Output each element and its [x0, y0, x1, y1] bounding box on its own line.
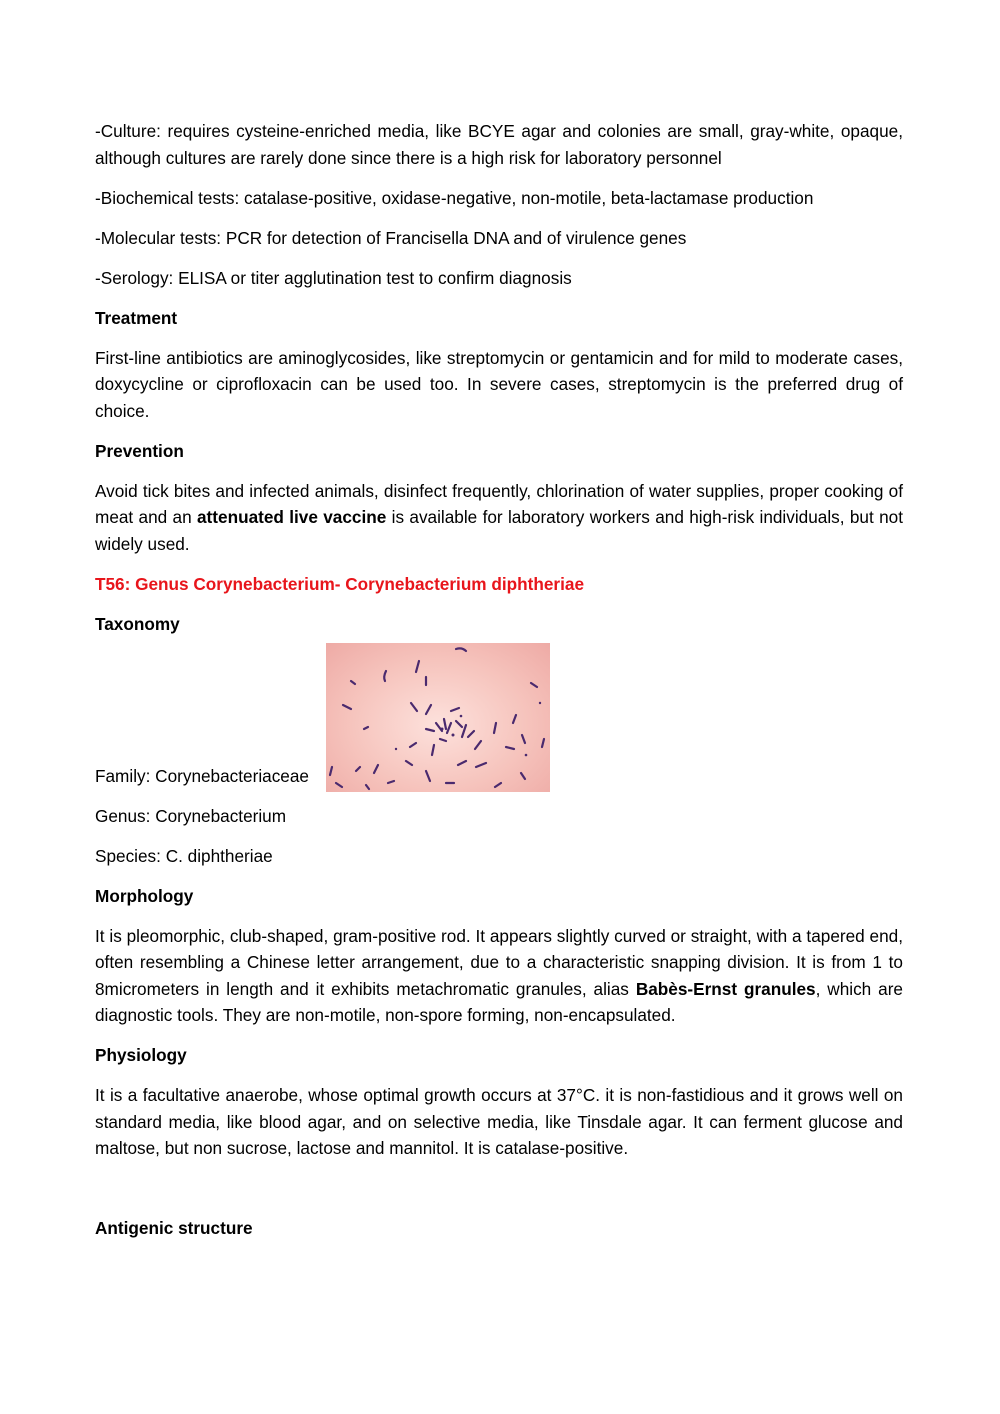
- physiology-heading: Physiology: [95, 1045, 187, 1065]
- prevention-heading: Prevention: [95, 440, 184, 461]
- biochemical-paragraph: -Biochemical tests: catalase-positive, oxidase-negative, non-motile, beta-lactamase production: [95, 187, 814, 208]
- culture-paragraph: -Culture: requires cysteine-enriched media, like BCYE agar and colonies are small, gray-white, opaque, although cultures are rarely done since there is a high risk for laboratory personnel: [95, 121, 903, 168]
- taxonomy-family-row: [95, 637, 903, 789]
- micrograph-bacteria: [326, 643, 550, 792]
- prevention-text-1: Avoid tick bites and infected animals, disinfect frequently, chlorination of water supplies, proper cooking of meat and an: [95, 480, 903, 527]
- morphology-bold: Babès-Ernst granules: [635, 978, 816, 999]
- document-page: [95, 118, 903, 1255]
- section-title: T56: Genus Corynebacterium- Corynebacterium diphtheriae: [95, 573, 585, 594]
- taxonomy-species: Species: C. diphtheriae: [95, 845, 273, 866]
- prevention-text-2: is available for laboratory workers and high-risk individuals, but not widely used.: [95, 507, 903, 554]
- morphology-text-2: , which are diagnostic tools. They are non-motile, non-spore forming, non-encapsulated.: [95, 978, 903, 1025]
- taxonomy-genus: Genus: Corynebacterium: [95, 805, 287, 826]
- treatment-paragraph: First-line antibiotics are aminoglycosides, like streptomycin or gentamicin and for mild to moderate cases, doxycycline or ciprofloxacin can be used too. In severe cases, streptomycin is the preferred drug of choice.: [95, 347, 903, 421]
- antigenic-heading: Antigenic structure: [95, 1218, 253, 1238]
- morphology-paragraph: [95, 923, 903, 1029]
- blank-line: [95, 1175, 903, 1215]
- micrograph-image: [326, 643, 550, 792]
- taxonomy-heading: Taxonomy: [95, 613, 180, 634]
- physiology-paragraph: It is a facultative anaerobe, whose optimal growth occurs at 37°C. it is non-fastidious and it grows well on standard media, like blood agar, and on selective media, like Tinsdale agar. It can ferment glucose and maltose, but non sucrose, lactose and mannitol. It is catalase-positive.: [95, 1085, 903, 1158]
- morphology-text-1: It is pleomorphic, club-shaped, gram-positive rod. It appears slightly curved or straight, with a tapered end, often resembling a Chinese letter arrangement, due to a characteristic snapping division. It is from 1 to 8micrometers in length and it exhibits metachromatic granules, alias: [95, 925, 903, 999]
- morphology-heading: Morphology: [95, 885, 194, 906]
- prevention-paragraph: [95, 478, 903, 558]
- taxonomy-family: Family: Corynebacteriaceae: [95, 765, 309, 786]
- prevention-bold: attenuated live vaccine: [197, 507, 387, 527]
- serology-paragraph: -Serology: ELISA or titer agglutination test to confirm diagnosis: [95, 267, 572, 288]
- molecular-paragraph: -Molecular tests: PCR for detection of Francisella DNA and of virulence genes: [95, 227, 687, 248]
- treatment-heading: Treatment: [95, 307, 178, 328]
